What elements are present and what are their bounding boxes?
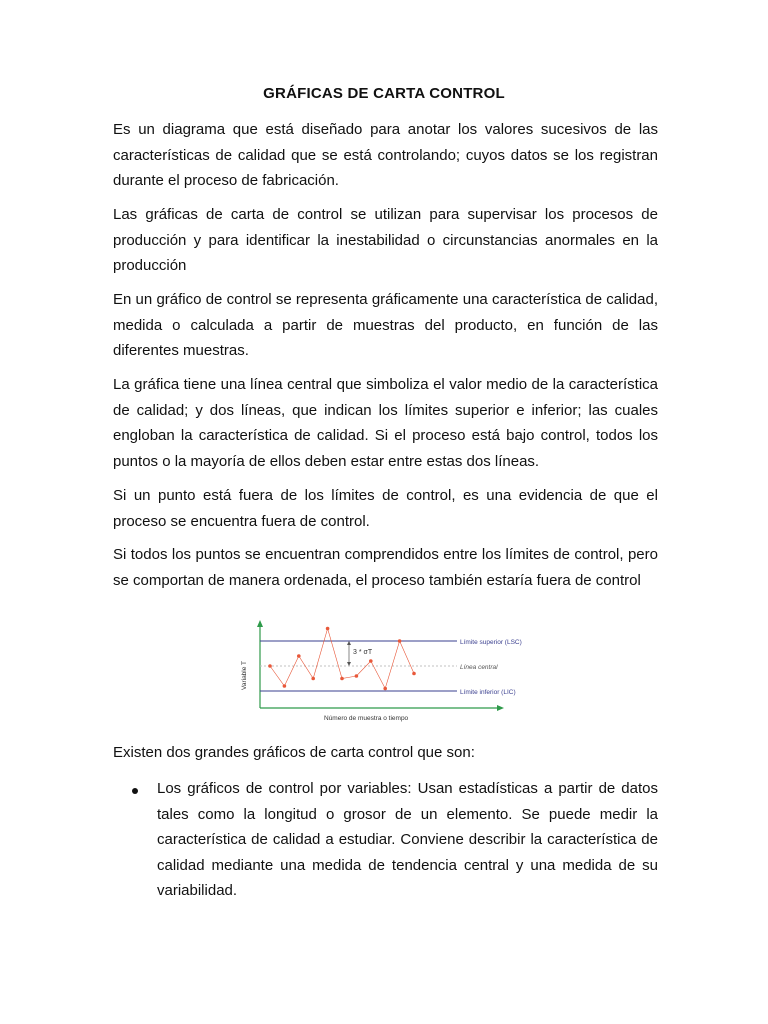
paragraph-purpose: Las gráficas de carta de control se utilizan para supervisar los procesos de producción y para identificar la inestabilidad o circunstancias anormales en la producción [113,206,658,274]
paragraph-representation: En un gráfico de control se representa gráficamente una característica de calidad, medida o calculada a partir de muestras del producto, en función de las diferentes muestras. [113,291,658,359]
sigma-label: 3 * σT [353,649,373,656]
y-axis-arrow [257,620,263,627]
data-point [326,627,330,631]
paragraph-out-of-limits: Si un punto está fuera de los límites de control, es una evidencia de que el proceso se encuentra fuera de control. [113,487,658,530]
data-point [283,684,287,688]
data-point [355,674,359,678]
center-line-label: Línea central [460,664,498,671]
sigma-arrow-head-bottom [347,662,351,666]
data-point [412,672,416,676]
data-point [268,664,272,668]
data-point [383,687,387,691]
data-point [398,639,402,643]
x-axis-label: Número de muestra o tiempo [324,715,409,722]
data-series [268,627,416,691]
paragraph-list-intro: Existen dos grandes gráficos de carta control que son: [113,744,475,761]
sigma-arrow-head-top [347,641,351,645]
bullet-item-variables: Los gráficos de control por variables: Usan estadísticas a partir de datos tales como la longitud o grosor de un elemento. Se puede medir la característica de calidad a estudiar. Conviene describir la característica de calidad mediante una medida de tendencia central y una medida de su variabilidad. [157,780,658,899]
paragraph-definition: Es un diagrama que está diseñado para anotar los valores sucesivos de las características de calidad que se está controlando; cuyos datos se los registran durante el proceso de fabricación. [113,121,658,189]
y-axis-label: Variable T [241,660,248,690]
paragraph-ordered-pattern: Si todos los puntos se encuentran comprendidos entre los límites de control, pero se comportan de manera ordenada, el proceso también estaría fuera de control [113,546,658,589]
data-point [311,677,315,681]
x-axis-arrow [497,705,504,711]
control-chart-figure [232,618,542,728]
data-point [369,659,373,663]
upper-limit-label: Límite superior (LSC) [460,639,522,646]
data-point [340,677,344,681]
document-title: GRÁFICAS DE CARTA CONTROL [263,85,505,102]
bullet-marker [132,788,138,794]
lower-limit-label: Límite inferior (LIC) [460,689,516,696]
data-point [297,654,301,658]
paragraph-central-line: La gráfica tiene una línea central que simboliza el valor medio de la característica de calidad; y dos líneas, que indican los límites superior e inferior; las cuales engloban la característica de calidad. Si el proceso está bajo control, todos los puntos o la mayoría de ellos deben estar entre estas dos líneas. [113,376,658,470]
